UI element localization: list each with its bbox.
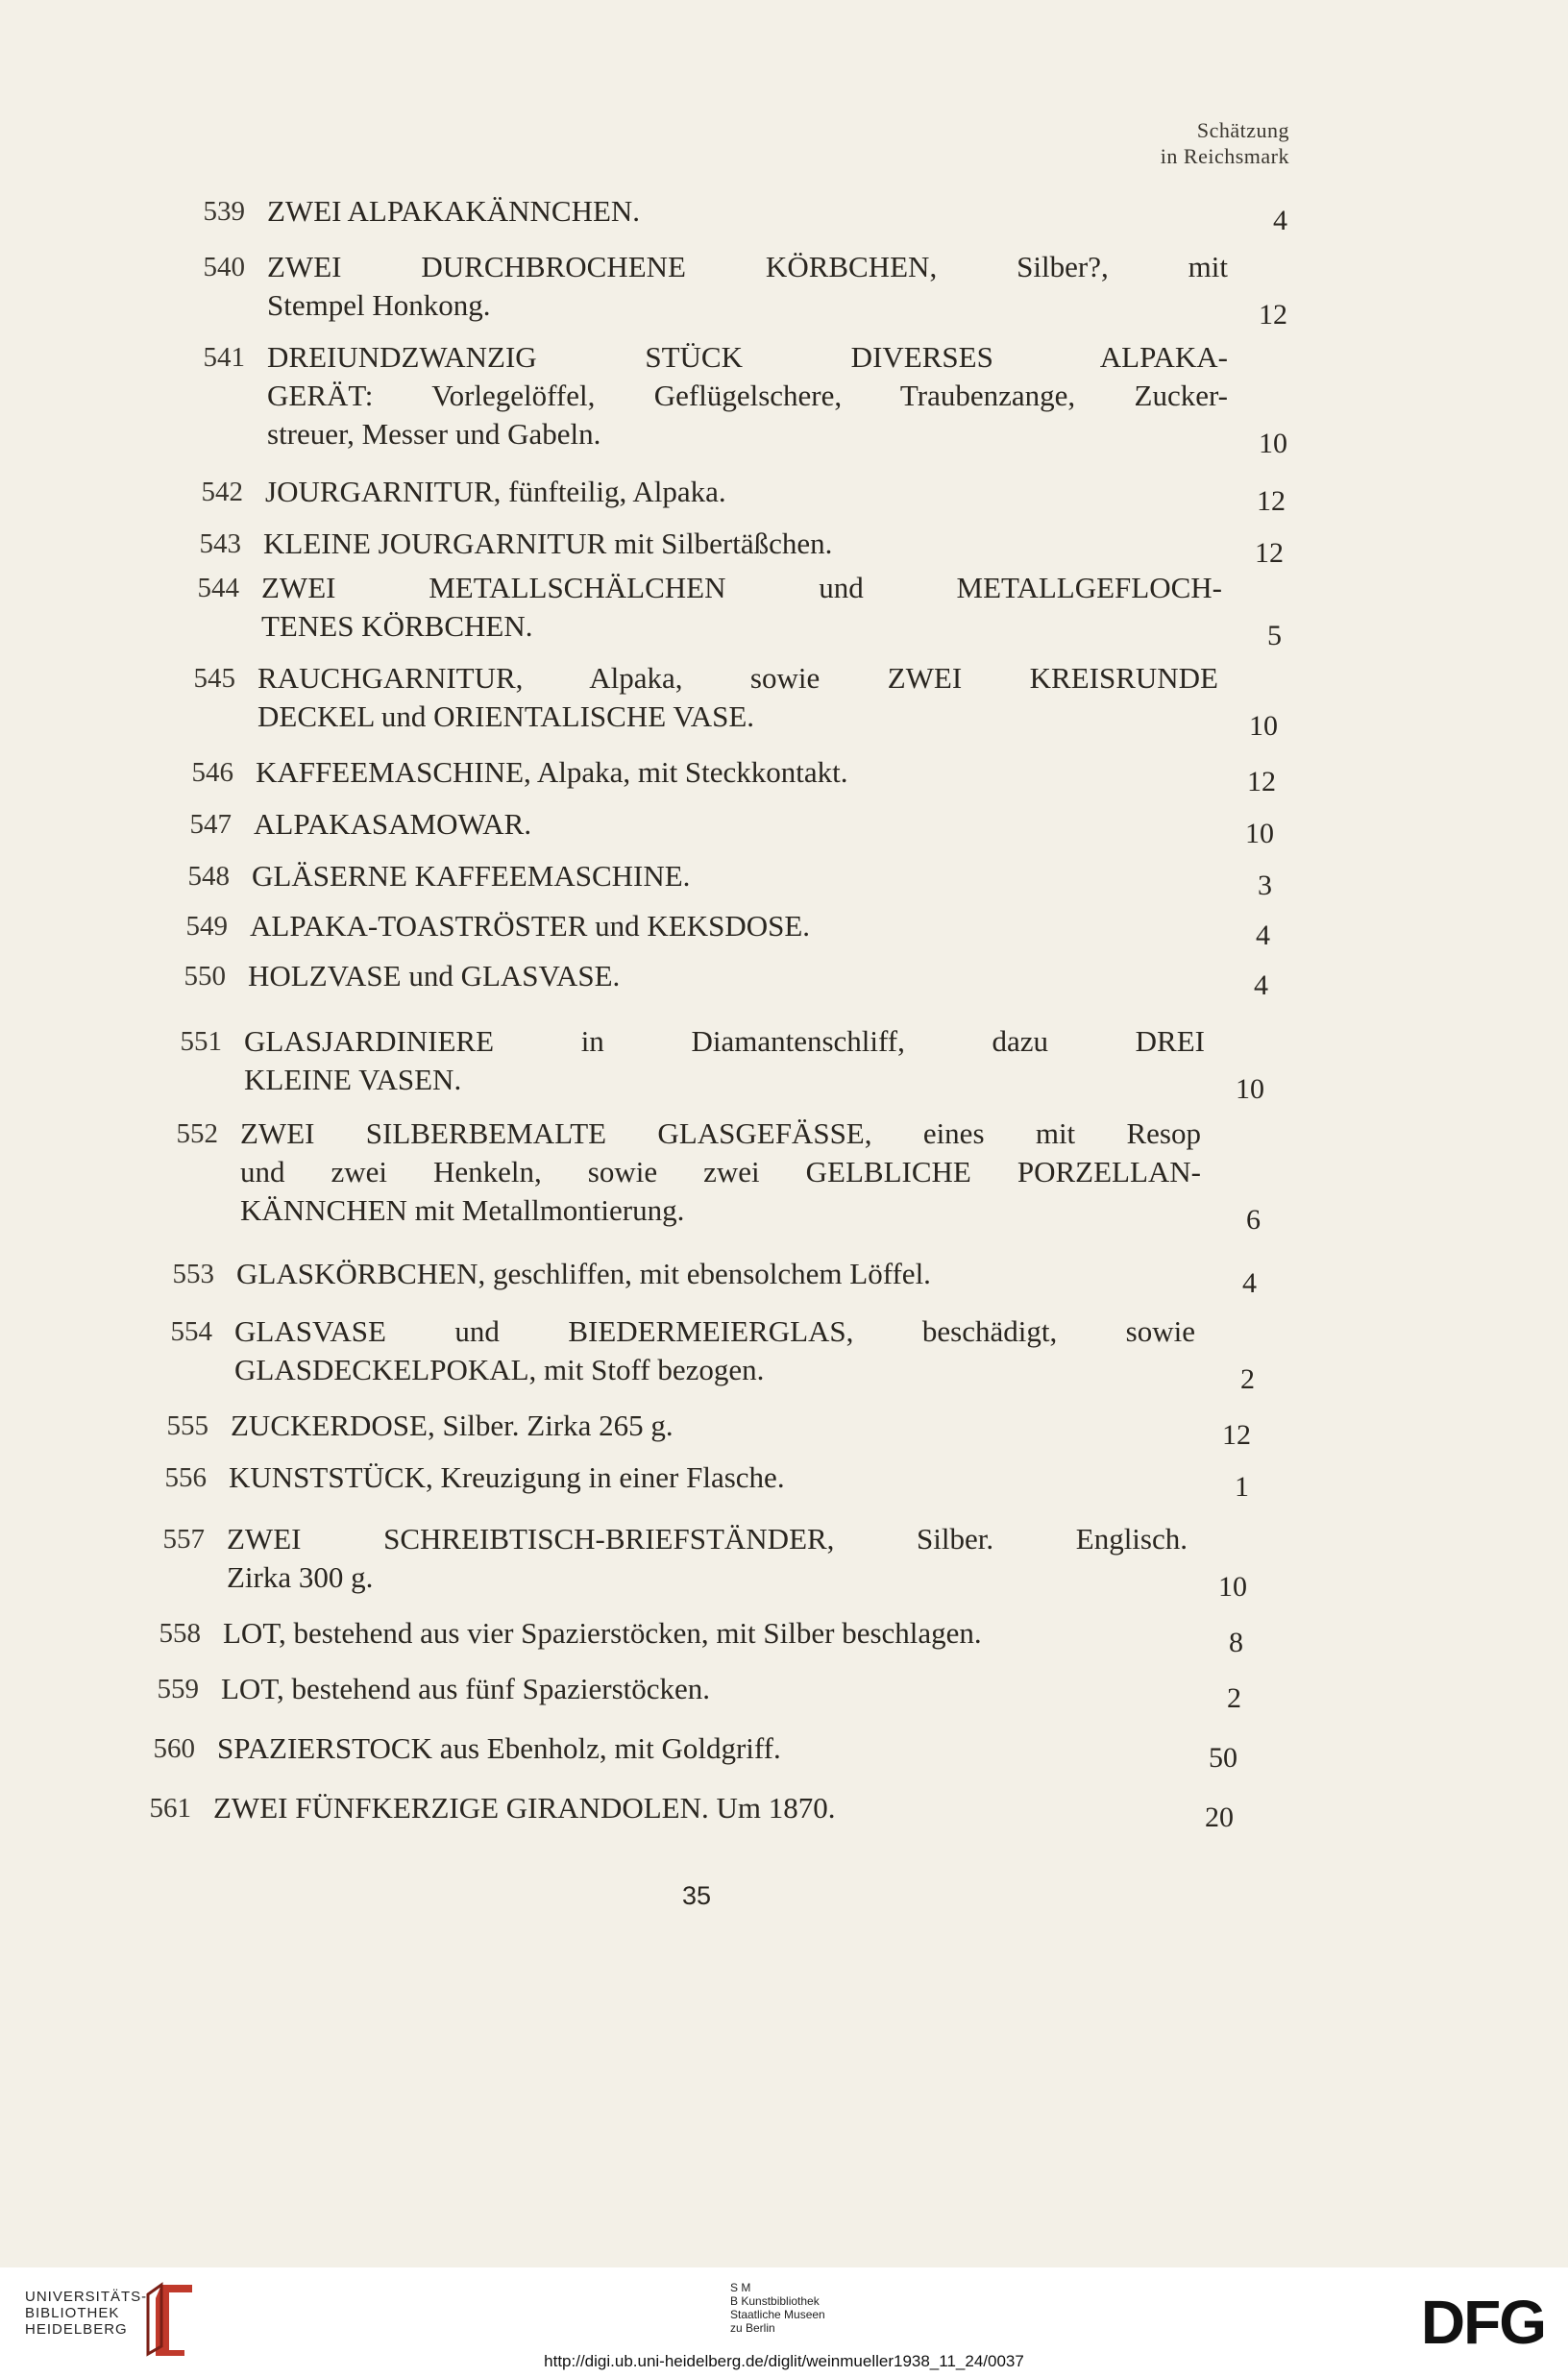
description-line: KAFFEEMASCHINE, Alpaka, mit Steckkontakt. <box>256 755 848 789</box>
lot-number: 542 <box>201 477 243 507</box>
lot-estimate-price: 12 <box>1247 766 1276 797</box>
description-line: ALPAKA-TOASTRÖSTER und KEKSDOSE. <box>250 909 811 943</box>
lot-estimate-price: 2 <box>1227 1682 1241 1714</box>
lot-description <box>263 525 1224 563</box>
description-line: GLÄSERNE KAFFEEMASCHINE. <box>252 859 691 893</box>
digital-library-url-link[interactable]: http://digi.ub.uni-heidelberg.de/diglit/weinmueller1938_11_24/0037 <box>544 2352 1024 2370</box>
lot-estimate-price: 10 <box>1249 710 1278 742</box>
lot-estimate-price: 2 <box>1240 1363 1255 1395</box>
description-line: ZUCKERDOSE, Silber. Zirka 265 g. <box>231 1409 674 1442</box>
lot-description <box>223 1614 1184 1653</box>
lot-number: 550 <box>184 961 226 992</box>
lot-description <box>244 1022 1205 1099</box>
lot-description <box>267 192 1228 231</box>
description-line: RAUCHGARNITUR, Alpaka, sowie ZWEI KREISRUNDE <box>257 661 1218 695</box>
lot-estimate-price: 5 <box>1267 620 1282 651</box>
lot-estimate-price: 4 <box>1254 969 1268 1001</box>
description-line: LOT, bestehend aus vier Spazierstöcken, mit Silber beschlagen. <box>223 1616 982 1650</box>
lot-estimate-price: 4 <box>1273 205 1287 236</box>
description-line: ALPAKASAMOWAR. <box>254 807 532 841</box>
estimate-heading-line-1: Schätzung <box>1196 118 1289 142</box>
lot-estimate-price: 10 <box>1218 1571 1247 1603</box>
lot-number: 552 <box>176 1118 218 1149</box>
university-line-1: UNIVERSITÄTS- <box>25 2289 148 2305</box>
lot-estimate-price: 12 <box>1255 537 1284 569</box>
sm-line-1: S M <box>730 2281 751 2294</box>
sm-line-2: B Kunstbibliothek <box>730 2294 820 2308</box>
estimate-column-heading <box>1161 117 1289 169</box>
description-line: und zwei Henkeln, sowie zwei GELBLICHE PORZELLAN- <box>240 1155 1201 1188</box>
lot-number: 558 <box>159 1618 201 1649</box>
lot-estimate-price: 20 <box>1205 1801 1234 1833</box>
lot-estimate-price: 4 <box>1242 1267 1257 1299</box>
lot-estimate-price: 50 <box>1209 1742 1237 1774</box>
lot-description <box>267 338 1228 453</box>
lot-description <box>250 907 1211 945</box>
university-line-3: HEIDELBERG <box>25 2321 128 2338</box>
description-line: DECKEL und ORIENTALISCHE VASE. <box>257 699 755 733</box>
lot-estimate-price: 10 <box>1236 1073 1264 1105</box>
description-line: KLEINE JOURGARNITUR mit Silbertäßchen. <box>263 527 833 560</box>
lot-estimate-price: 10 <box>1245 818 1274 849</box>
lot-number: 556 <box>164 1462 207 1493</box>
description-line: streuer, Messer und Gabeln. <box>267 417 601 451</box>
description-line: GLASVASE und BIEDERMEIERGLAS, beschädigt, sowie <box>234 1314 1195 1348</box>
description-line: ZWEI DURCHBROCHENE KÖRBCHEN, Silber?, mit <box>267 250 1228 283</box>
description-line: KUNSTSTÜCK, Kreuzigung in einer Flasche. <box>229 1460 785 1494</box>
kunstbibliothek-credit <box>730 2281 825 2335</box>
lot-description <box>213 1789 1174 1827</box>
lot-estimate-price: 8 <box>1229 1627 1243 1658</box>
description-line: ZWEI FÜNFKERZIGE GIRANDOLEN. Um 1870. <box>213 1791 836 1825</box>
lot-number: 551 <box>180 1026 222 1057</box>
lot-description <box>221 1670 1182 1708</box>
lot-description <box>234 1312 1195 1389</box>
lot-number: 561 <box>149 1793 191 1824</box>
lot-estimate-price: 6 <box>1246 1204 1261 1236</box>
description-line: SPAZIERSTOCK aus Ebenholz, mit Goldgriff. <box>217 1731 781 1765</box>
description-line: ZWEI SILBERBEMALTE GLASGEFÄSSE, eines mit Resop <box>240 1116 1201 1150</box>
lot-estimate-price: 4 <box>1256 919 1270 951</box>
description-line: DREIUNDZWANZIG STÜCK DIVERSES ALPAKA- <box>267 340 1228 374</box>
lot-description <box>261 569 1222 646</box>
lot-number: 560 <box>153 1733 195 1764</box>
dfg-logo: DFG <box>1420 2288 1545 2357</box>
description-line: ZWEI ALPAKAKÄNNCHEN. <box>267 194 641 228</box>
description-line: TENES KÖRBCHEN. <box>261 609 533 643</box>
lot-description <box>229 1458 1189 1497</box>
description-line: GLASDECKELPOKAL, mit Stoff bezogen. <box>234 1353 765 1386</box>
description-line: Stempel Honkong. <box>267 288 491 322</box>
description-line: LOT, bestehend aus fünf Spazierstöcken. <box>221 1672 711 1705</box>
lot-description <box>248 957 1209 995</box>
lot-description <box>267 248 1228 325</box>
description-line: GLASKÖRBCHEN, geschliffen, mit ebensolchem Löffel. <box>236 1257 931 1290</box>
description-line: ZWEI SCHREIBTISCH-BRIEFSTÄNDER, Silber. Englisch. <box>227 1522 1188 1556</box>
lot-number: 545 <box>193 663 235 694</box>
page-number: 35 <box>681 1881 712 1910</box>
lot-number: 559 <box>157 1674 199 1704</box>
footer <box>0 2267 1568 2377</box>
lot-number: 549 <box>185 911 228 942</box>
lot-number: 543 <box>199 528 241 559</box>
lot-description <box>227 1520 1188 1597</box>
description-line: ZWEI METALLSCHÄLCHEN und METALLGEFLOCH- <box>261 571 1222 604</box>
lot-number: 557 <box>162 1524 205 1555</box>
sm-line-3: Staatliche Museen <box>730 2308 825 2321</box>
description-line: JOURGARNITUR, fünfteilig, Alpaka. <box>265 475 726 508</box>
lot-number: 546 <box>191 757 233 788</box>
description-line: Zirka 300 g. <box>227 1560 374 1594</box>
lot-description <box>265 473 1226 511</box>
lot-description <box>256 753 1216 792</box>
lot-number: 555 <box>166 1410 208 1441</box>
university-library-emblem-icon <box>142 2279 196 2358</box>
lot-number: 547 <box>189 809 232 840</box>
description-line: KÄNNCHEN mit Metallmontierung. <box>240 1193 685 1227</box>
university-line-2: BIBLIOTHEK <box>25 2305 120 2321</box>
lot-number: 553 <box>172 1259 214 1289</box>
description-line: HOLZVASE und GLASVASE. <box>248 959 621 992</box>
lot-estimate-price: 12 <box>1259 299 1287 331</box>
sm-line-4: zu Berlin <box>730 2321 775 2335</box>
lot-estimate-price: 3 <box>1258 870 1272 901</box>
lot-description <box>217 1729 1178 1768</box>
lot-description <box>254 805 1214 844</box>
description-line: GLASJARDINIERE in Diamantenschliff, dazu DREI <box>244 1024 1205 1058</box>
lot-number: 541 <box>203 342 245 373</box>
lot-description <box>257 659 1218 736</box>
lot-description <box>252 857 1213 895</box>
description-line: GERÄT: Vorlegelöffel, Geflügelschere, Traubenzange, Zucker- <box>267 379 1228 412</box>
description-line: KLEINE VASEN. <box>244 1063 462 1096</box>
lot-number: 554 <box>170 1316 212 1347</box>
lot-number: 548 <box>187 861 230 892</box>
lot-description <box>231 1407 1191 1445</box>
lot-estimate-price: 1 <box>1235 1471 1249 1503</box>
lot-estimate-price: 12 <box>1257 485 1286 517</box>
lot-number: 544 <box>197 573 239 603</box>
lot-number: 539 <box>203 196 245 227</box>
estimate-heading-line-2: in Reichsmark <box>1160 144 1289 168</box>
lot-number: 540 <box>203 252 245 282</box>
university-library-logo-text <box>25 2289 147 2338</box>
lot-description <box>236 1255 1197 1293</box>
lot-estimate-price: 12 <box>1222 1419 1251 1451</box>
lot-estimate-price: 10 <box>1259 428 1287 459</box>
lot-description <box>240 1115 1201 1230</box>
